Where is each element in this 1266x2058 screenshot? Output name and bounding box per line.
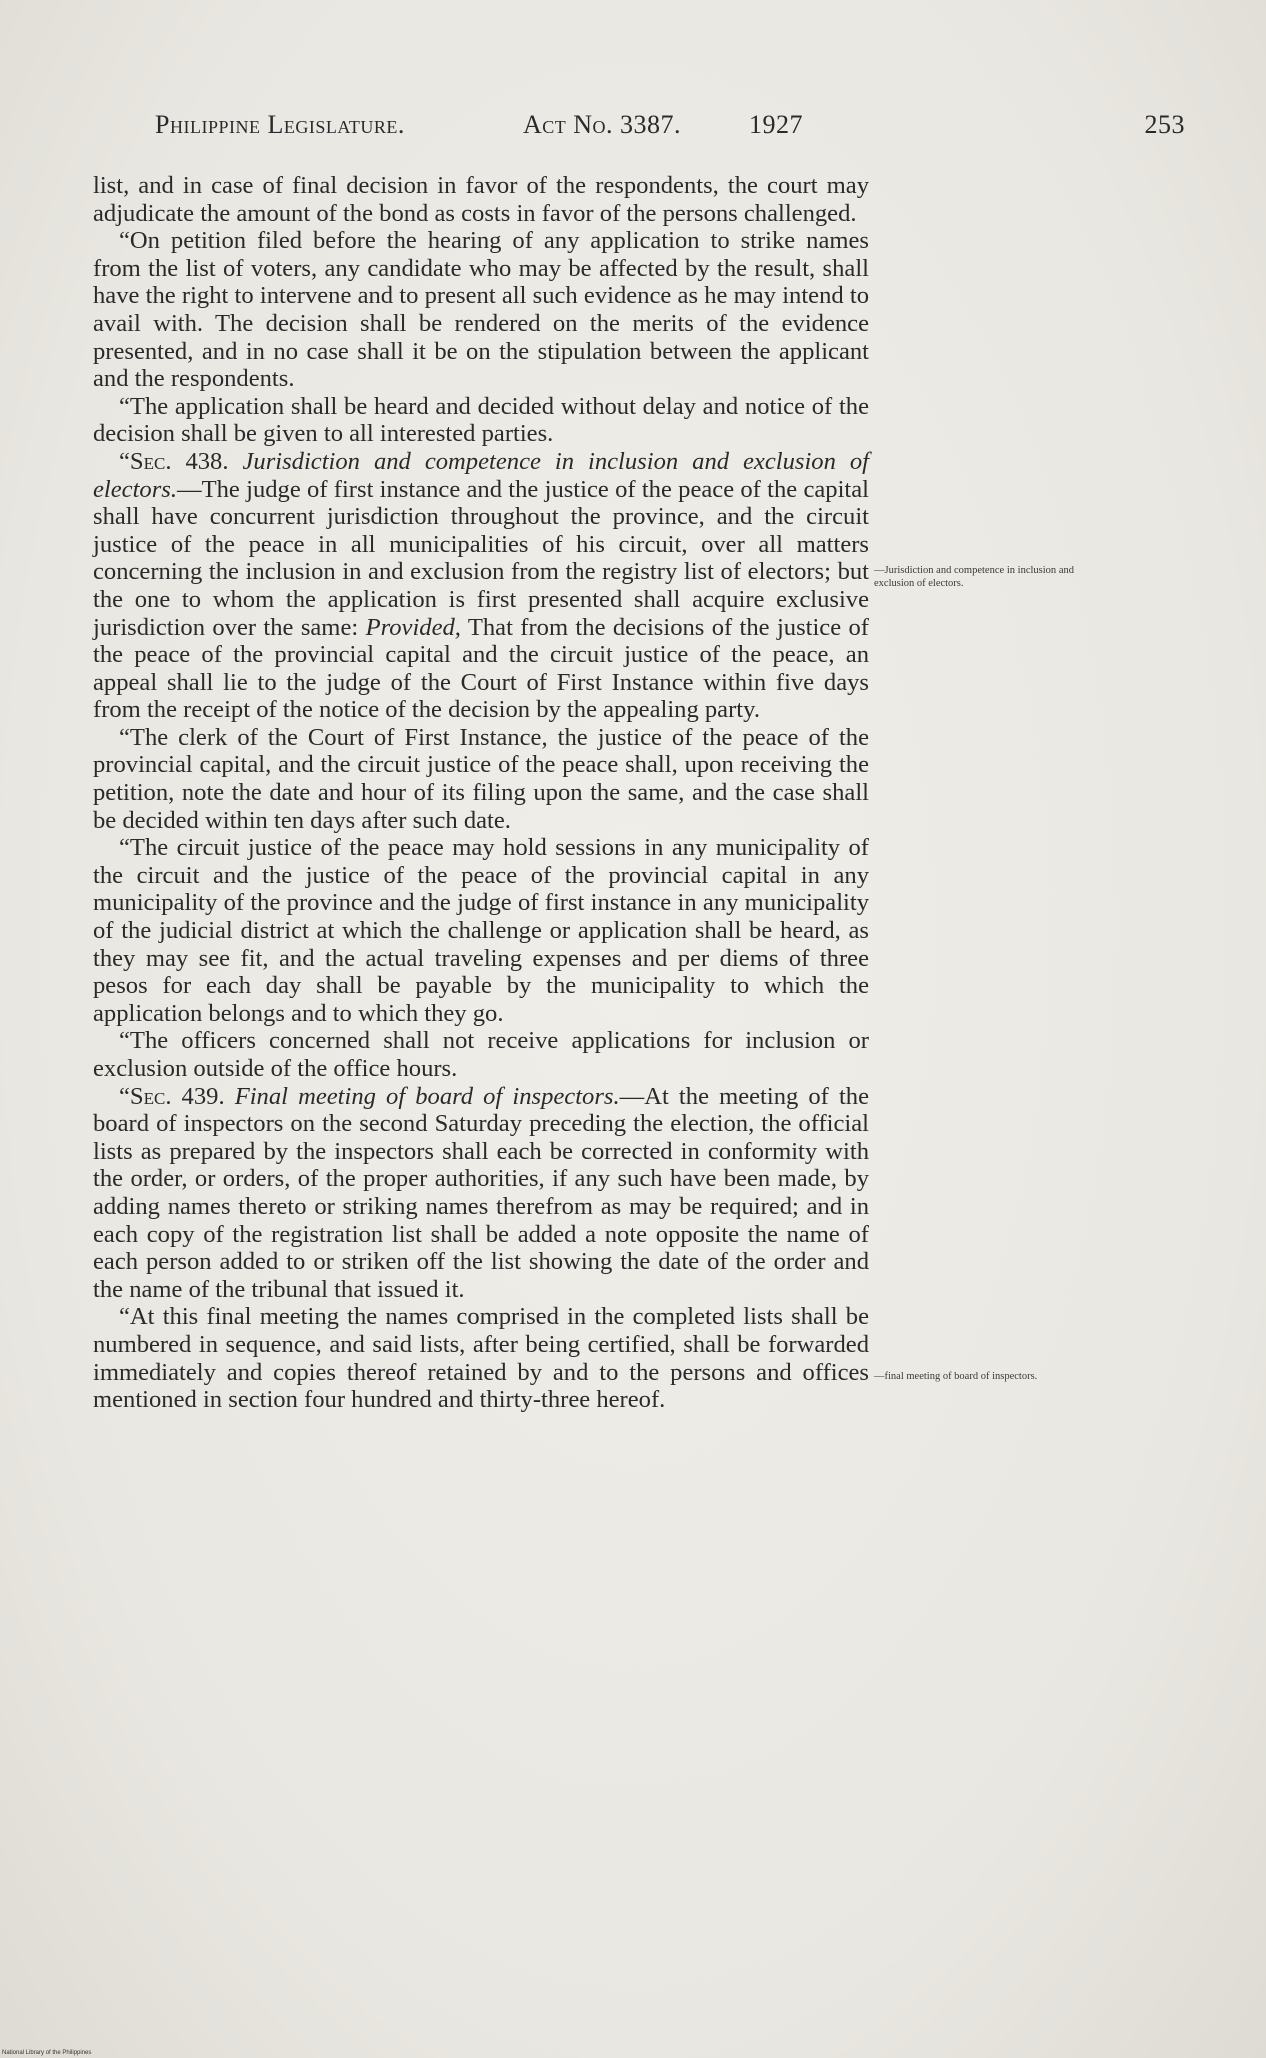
section-438-body: —The judge of first instance and the justice of the peace of the capital shall have concurrent jurisdiction throughout the province, and the circuit justice of the peace in all municipalities of his circuit, over all matters concerning the inclusion in and exclusion from the registry list of electors; but the one to whom the application is first presented shall acquire exclusive jurisdiction over the same: [93, 475, 869, 641]
act-year: 1927 [749, 110, 803, 139]
paragraph-clerk: “The clerk of the Court of First Instance, the justice of the peace of the provincial capital, and the circuit justice of the peace shall, upon receiving the petition, note the date and hour of its filing upon the same, and the case shall be decided within ten days after such date. [93, 723, 869, 834]
provided-clause-label: Provided, [365, 613, 461, 641]
section-438-proviso: That from the decisions of the justice of the peace of the provincial capital and the circuit justice of the peace, an appeal shall lie to the judge of the Court of First Instance within five days from the receipt of the notice of the decision by the appealing party. [93, 613, 869, 724]
section-438-number: “Sec. 438. [119, 447, 229, 475]
page-number: 253 [1144, 110, 1185, 139]
section-439 [93, 1083, 869, 1304]
body-text [93, 172, 869, 1414]
margin-note-final-meeting: —final meeting of board of inspectors. [874, 1371, 1038, 1382]
act-number: Act No. 3387. [523, 110, 682, 139]
section-438 [93, 448, 869, 724]
section-439-body: —At the meeting of the board of inspectors on the second Saturday preceding the election, the official lists as prepared by the inspectors shall each be corrected in conformity with the order, or orders, of the proper authorities, if any such have been made, by adding names thereto or striking names therefrom as may be required; and in each copy of the registration list shall be added a note opposite the name of each person added to or striken off the list showing the date of the order and the name of the tribunal that issued it. [93, 1082, 870, 1303]
paragraph-final-meeting: “At this final meeting the names comprised in the completed lists shall be numbered in sequence, and said lists, after being certified, shall be forwarded immediately and copies thereof retained by and to the persons and offices mentioned in section four hundred and thirty-three hereof. [93, 1303, 869, 1414]
paragraph-application: “The application shall be heard and decided without delay and notice of the decision shall be given to all interested parties. [93, 392, 869, 448]
paragraph-petition: “On petition filed before the hearing of any application to strike names from the list of voters, any candidate who may be affected by the result, shall have the right to intervene and to present all such evidence as he may intend to avail with. The decision shall be rendered on the merits of the evidence presented, and in no case shall it be on the stipulation between the applicant and the respondents. [93, 227, 869, 393]
section-438-heading: Jurisdiction and competence in inclusion and exclusion of electors. [93, 447, 870, 503]
margin-note-jurisdiction: —Jurisdiction and competence in inclusion and exclusion of electors. [874, 565, 1074, 589]
paragraph-office-hours: “The officers concerned shall not receive applications for inclusion or exclusion outside of the office hours. [93, 1027, 869, 1082]
running-title: Philippine Legislature. [155, 110, 405, 139]
section-439-number: “Sec. 439. [119, 1082, 225, 1110]
paragraph-circuit-justice: “The circuit justice of the peace may hold sessions in any municipality of the circuit and the justice of the peace of the provincial capital in any municipality of the province and the judge of first instance in any municipality of the judicial district at which the challenge or application shall be heard, as they may see fit, and the actual traveling expenses and per diems of three pesos for each day shall be payable by the municipality to which the application belongs and to which they go. [93, 834, 869, 1027]
paragraph-continuation: list, and in case of final decision in favor of the respondents, the court may adjudicate the amount of the bond as costs in favor of the persons challenged. [93, 172, 869, 227]
footer-credit: National Library of the Philippines [2, 2050, 92, 2056]
page-header [155, 110, 1185, 150]
section-439-heading: Final meeting of board of inspectors. [234, 1082, 620, 1110]
